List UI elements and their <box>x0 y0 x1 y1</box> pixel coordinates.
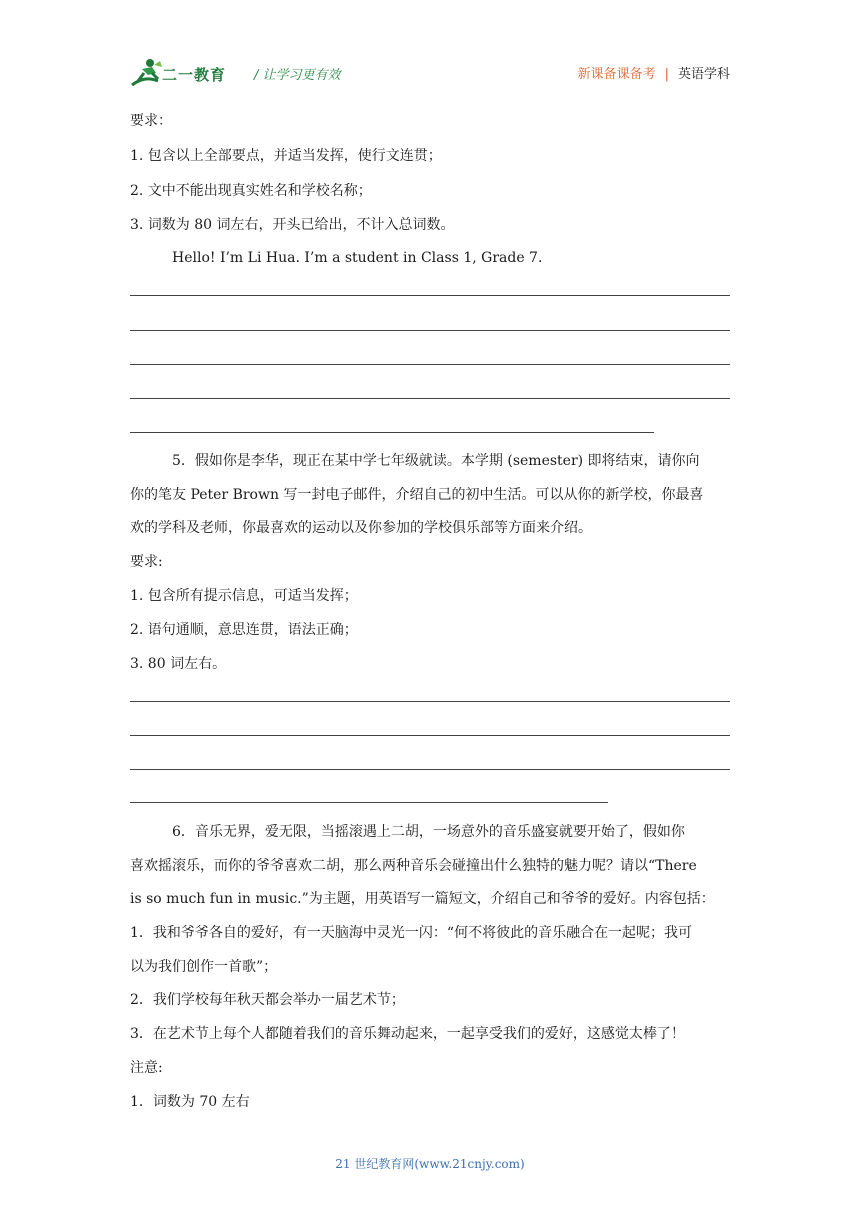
s5-prompt-line-3: 欢的学科及老师，你最喜欢的运动以及你参加的学校俱乐部等方面来介绍。 <box>130 520 592 536</box>
logo-text: 二一教育 <box>162 66 227 84</box>
s4-opening-sentence: Hello! I’m Li Hua. I’m a student in Class 1, Grade 7. <box>172 250 543 266</box>
s6-note-title: 注意: <box>130 1060 163 1076</box>
writing-line <box>130 295 730 296</box>
s4-requirement-1: 1. 包含以上全部要点，并适当发挥，使行文连贯； <box>130 148 442 164</box>
tagline-left: 新课备课备考 <box>577 67 656 82</box>
s5-prompt-line-1: 5．假如你是李华，现正在某中学七年级就读。本学期 (semester) 即将结束，请你向 <box>172 453 700 469</box>
s6-content-1b: 以为我们创作一首歌”； <box>130 959 278 975</box>
footer-source: 21 世纪教育网(www.21cnjy.com) <box>335 1157 525 1171</box>
writing-line <box>130 432 654 433</box>
s6-content-2: 2．我们学校每年秋天都会举办一届艺术节； <box>130 992 405 1008</box>
page-header <box>130 55 730 91</box>
header-tagline <box>578 63 730 82</box>
writing-line <box>130 330 730 331</box>
s4-requirement-3: 3. 词数为 80 词左右，开头已给出，不计入总词数。 <box>130 217 455 233</box>
s6-prompt-line-2: 喜欢摇滚乐，而你的爷爷喜欢二胡，那么两种音乐会碰撞出什么独特的魅力呢？请以“There <box>130 858 697 874</box>
tagline-subject: 英语学科 <box>677 67 730 82</box>
s6-note-1: 1．词数为 70 左右 <box>130 1094 250 1110</box>
tagline-separator: | <box>664 67 669 82</box>
s4-requirement-2: 2. 文中不能出现真实姓名和学校名称； <box>130 183 372 199</box>
s4-requirements-title: 要求： <box>130 113 172 129</box>
writing-line <box>130 769 730 770</box>
writing-line <box>130 802 608 803</box>
s5-requirement-3: 3. 80 词左右。 <box>130 656 227 672</box>
s6-prompt-line-1: 6．音乐无界，爱无限，当摇滚遇上二胡，一场意外的音乐盛宴就要开始了，假如你 <box>172 824 685 840</box>
writing-line <box>130 735 730 736</box>
s5-requirements-title: 要求: <box>130 554 163 570</box>
writing-line <box>130 398 730 399</box>
logo <box>130 57 240 89</box>
slogan: / 让学习更有效 <box>254 68 341 83</box>
writing-line <box>130 364 730 365</box>
writing-line <box>130 701 730 702</box>
s6-content-1a: 1．我和爷爷各自的爱好，有一天脑海中灵光一闪：“何不将彼此的音乐融合在一起呢；我可 <box>130 925 693 941</box>
s5-requirement-2: 2. 语句通顺，意思连贯，语法正确； <box>130 622 358 638</box>
s5-prompt-line-2: 你的笔友 Peter Brown 写一封电子邮件，介绍自己的初中生活。可以从你的新学校，你最喜 <box>130 487 704 503</box>
s5-requirement-1: 1. 包含所有提示信息，可适当发挥； <box>130 588 358 604</box>
s6-content-3: 3．在艺术节上每个人都随着我们的音乐舞动起来，一起享受我们的爱好，这感觉太棒了！ <box>130 1026 685 1042</box>
s6-prompt-line-3: is so much fun in music.”为主题，用英语写一篇短文，介绍自己和爷爷的爱好。内容包括： <box>130 891 715 907</box>
